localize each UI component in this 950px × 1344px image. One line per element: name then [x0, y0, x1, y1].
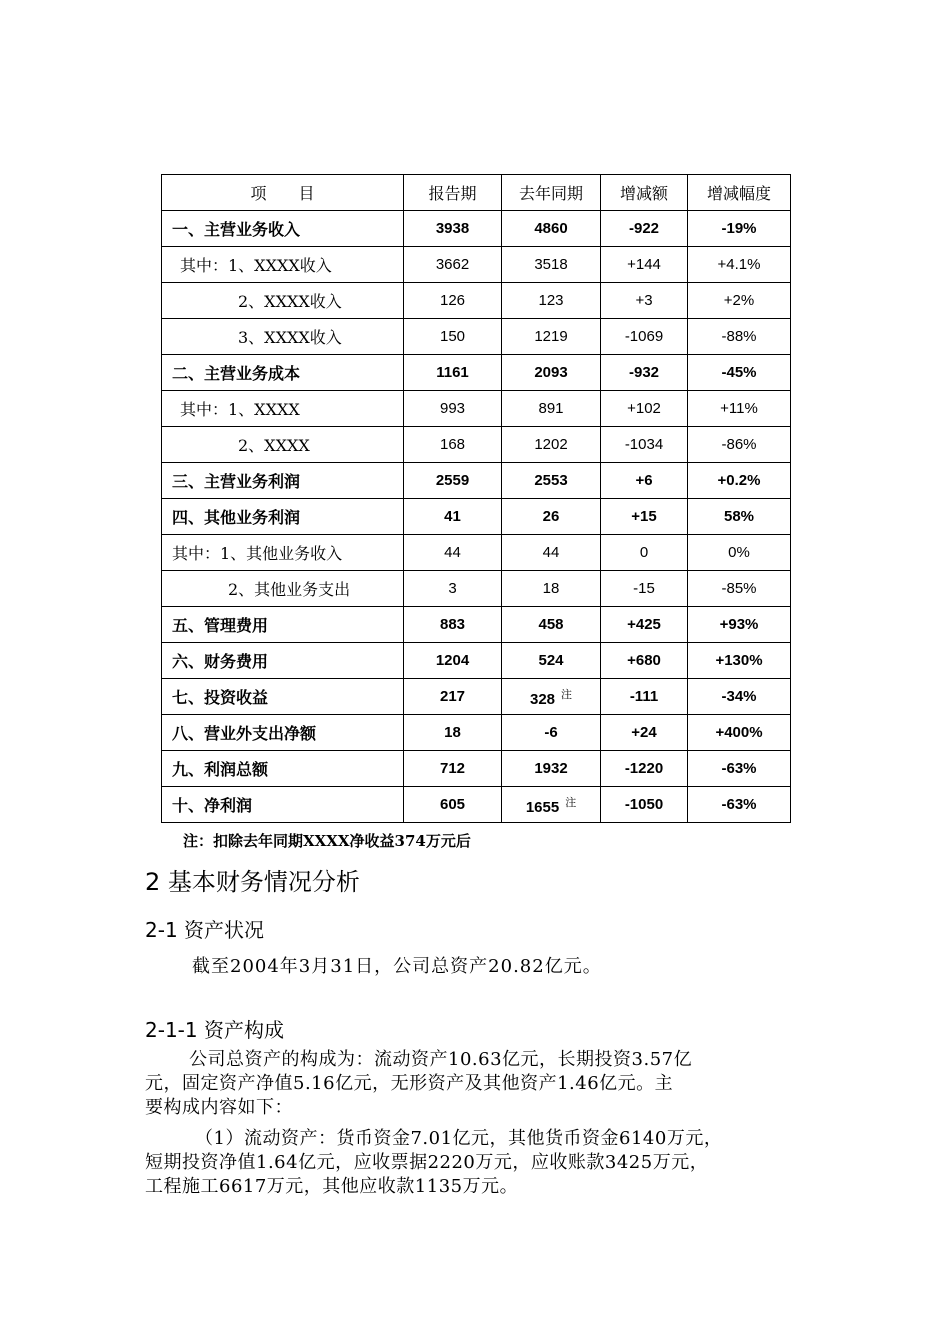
table-row: [162, 607, 791, 643]
row-value: [404, 607, 502, 643]
footnote-mark: 注: [561, 687, 573, 701]
row-value: [502, 319, 601, 355]
row-label: 3、XXXX收入: [162, 319, 404, 355]
cell-value: -932: [628, 364, 660, 381]
asset-summary-paragraph: 截至2004年3月31日，公司总资产20.82亿元。: [192, 956, 602, 977]
row-value: [502, 463, 601, 499]
table-row: [162, 571, 791, 607]
row-value: [688, 463, 791, 499]
cell-value: 1161: [436, 364, 469, 381]
table-row: [162, 283, 791, 319]
row-label: 六、财务费用: [162, 643, 404, 679]
cell-value: -45%: [721, 364, 757, 381]
cell-value: 458: [538, 616, 564, 633]
row-value: [601, 427, 688, 463]
row-label: 其中：1、其他业务收入: [162, 535, 404, 571]
cell-value: 605: [439, 796, 466, 813]
cell-value: 26: [542, 508, 560, 525]
row-value: [601, 679, 688, 715]
table-row: [162, 211, 791, 247]
cell-value: +4.1%: [717, 256, 761, 273]
cell-value: 1655: [525, 798, 560, 816]
cell-value: +102: [627, 400, 661, 417]
cell-value: 41: [444, 508, 461, 525]
row-label: 七、投资收益: [162, 679, 404, 715]
cell-value: 168: [439, 436, 466, 453]
row-value: [688, 679, 791, 715]
row-value: [601, 715, 688, 751]
row-value: [404, 787, 502, 823]
cell-value: 58%: [723, 508, 755, 525]
row-label: 四、其他业务利润: [162, 499, 404, 535]
row-value: [688, 427, 791, 463]
row-value: [502, 571, 601, 607]
paragraph-line: 元，固定资产净值5.16亿元，无形资产及其他资产1.46亿元。主: [145, 1073, 674, 1094]
table-row: [162, 499, 791, 535]
header-item: 项 目: [162, 175, 404, 211]
row-value: [688, 247, 791, 283]
row-value: [601, 751, 688, 787]
row-value: [502, 535, 601, 571]
row-value: [502, 211, 601, 247]
row-value: [404, 643, 502, 679]
cell-value: 883: [439, 616, 466, 633]
cell-value: 3: [448, 580, 457, 597]
row-value: [502, 427, 601, 463]
table-row: [162, 427, 791, 463]
row-value: [404, 463, 502, 499]
row-value: [502, 391, 601, 427]
header-change-rate: 增减幅度: [688, 175, 791, 211]
row-value: [601, 355, 688, 391]
row-value: [601, 211, 688, 247]
cell-value: +144: [627, 256, 661, 273]
table-row: [162, 535, 791, 571]
row-value: [688, 787, 791, 823]
row-value: [404, 391, 502, 427]
cell-value: 18: [542, 580, 560, 597]
financial-table: [161, 174, 791, 823]
row-label: 九、利润总额: [162, 751, 404, 787]
cell-value: 993: [439, 400, 466, 417]
cell-value: +15: [631, 508, 657, 525]
row-value: [502, 247, 601, 283]
cell-value: -922: [628, 220, 660, 237]
table-row: [162, 715, 791, 751]
row-value: [688, 391, 791, 427]
cell-value: 328: [529, 690, 556, 708]
row-label: 一、主营业务收入: [162, 211, 404, 247]
row-value: [404, 211, 502, 247]
cell-value: -88%: [721, 328, 757, 345]
paragraph-line: 公司总资产的构成为：流动资产10.63亿元，长期投资3.57亿: [189, 1049, 693, 1070]
table-row: [162, 247, 791, 283]
table-row: [162, 643, 791, 679]
cell-value: 2559: [435, 472, 470, 489]
row-label: 二、主营业务成本: [162, 355, 404, 391]
cell-value: 1219: [534, 328, 568, 345]
cell-value: 150: [439, 328, 466, 345]
cell-value: 3662: [435, 256, 470, 273]
cell-value: +24: [631, 724, 657, 741]
row-value: [688, 751, 791, 787]
row-value: [502, 715, 601, 751]
header-change-amount: 增减额: [601, 175, 688, 211]
row-value: [404, 247, 502, 283]
row-value: [688, 211, 791, 247]
row-value: [404, 355, 502, 391]
row-value: [502, 751, 601, 787]
cell-value: 2553: [534, 472, 568, 489]
cell-value: 0%: [728, 544, 750, 561]
cell-value: -15: [633, 580, 655, 597]
row-value: [502, 607, 601, 643]
cell-value: 1204: [435, 652, 470, 669]
row-value: [601, 319, 688, 355]
row-value: [502, 643, 601, 679]
cell-value: 712: [439, 760, 466, 777]
row-value: [404, 535, 502, 571]
row-value: [601, 535, 688, 571]
cell-value: -86%: [721, 436, 757, 453]
composition-paragraph: [145, 1048, 817, 1120]
table-row: [162, 787, 791, 823]
cell-value: 123: [538, 292, 564, 309]
row-value: [404, 427, 502, 463]
cell-value: +400%: [715, 724, 763, 741]
row-value: [688, 715, 791, 751]
cell-value: 891: [538, 400, 564, 417]
row-label: 2、其他业务支出: [162, 571, 404, 607]
cell-value: 217: [439, 688, 466, 705]
cell-value: 44: [444, 544, 461, 561]
cell-value: 126: [439, 292, 466, 309]
row-value: [502, 283, 601, 319]
cell-value: 1932: [534, 760, 568, 777]
row-label: 八、营业外支出净额: [162, 715, 404, 751]
paragraph-line: 要构成内容如下：: [145, 1097, 293, 1118]
cell-value: 524: [538, 652, 564, 669]
row-label: 三、主营业务利润: [162, 463, 404, 499]
cell-value: -6: [544, 724, 558, 741]
cell-value: -1069: [624, 328, 664, 345]
row-value: [688, 571, 791, 607]
section-heading: 2 基本财务情况分析: [145, 868, 360, 896]
row-value: [404, 283, 502, 319]
row-value: [404, 751, 502, 787]
row-value: [688, 643, 791, 679]
table-row: [162, 319, 791, 355]
row-value: [502, 355, 601, 391]
row-label: 十、净利润: [162, 787, 404, 823]
row-label: 其中：1、XXXX: [162, 391, 404, 427]
row-label: 其中：1、XXXX收入: [162, 247, 404, 283]
row-value: [601, 463, 688, 499]
subsubsection-heading: 2-1-1 资产构成: [145, 1018, 284, 1042]
table-row: [162, 391, 791, 427]
row-value: [601, 787, 688, 823]
row-value: [601, 571, 688, 607]
row-value: [404, 499, 502, 535]
table-header-row: [162, 175, 791, 211]
current-assets-paragraph: [145, 1127, 817, 1199]
cell-value: -63%: [721, 796, 757, 813]
cell-value: 3518: [534, 256, 568, 273]
cell-value: +425: [627, 616, 661, 633]
cell-value: +2%: [723, 292, 755, 309]
row-value: [688, 319, 791, 355]
row-value: [502, 787, 601, 823]
row-value: [404, 571, 502, 607]
cell-value: +93%: [719, 616, 759, 633]
footnote-mark: 注: [565, 795, 577, 809]
cell-value: +11%: [720, 400, 758, 417]
table-row: [162, 679, 791, 715]
row-value: [601, 607, 688, 643]
header-report-period: 报告期: [404, 175, 502, 211]
row-value: [688, 283, 791, 319]
cell-value: +680: [627, 652, 661, 669]
row-value: [688, 607, 791, 643]
cell-value: -1220: [624, 760, 664, 777]
cell-value: 3938: [435, 220, 470, 237]
row-value: [601, 499, 688, 535]
cell-value: 2093: [534, 364, 568, 381]
cell-value: -1050: [624, 796, 664, 813]
row-value: [502, 499, 601, 535]
row-value: [404, 679, 502, 715]
table-footnote: 注：扣除去年同期XXXX净收益374万元后: [183, 832, 471, 850]
cell-value: +6: [635, 472, 653, 489]
cell-value: 1202: [534, 436, 568, 453]
row-value: [601, 247, 688, 283]
table-row: [162, 463, 791, 499]
cell-value: +0.2%: [717, 472, 761, 489]
paragraph-line: 工程施工6617万元，其他应收款1135万元。: [145, 1176, 519, 1197]
row-value: [601, 283, 688, 319]
cell-value: 0: [639, 544, 649, 561]
row-label: 五、管理费用: [162, 607, 404, 643]
row-label: 2、XXXX: [162, 427, 404, 463]
cell-value: -111: [629, 688, 659, 705]
row-value: [601, 643, 688, 679]
row-value: [404, 319, 502, 355]
cell-value: +130%: [715, 652, 763, 669]
cell-value: -1034: [624, 436, 664, 453]
row-value: [688, 535, 791, 571]
row-label: 2、XXXX收入: [162, 283, 404, 319]
header-last-year: 去年同期: [502, 175, 601, 211]
cell-value: 4860: [534, 220, 568, 237]
table-row: [162, 751, 791, 787]
subsection-heading: 2-1 资产状况: [145, 918, 265, 942]
cell-value: -63%: [721, 760, 757, 777]
paragraph-line: （1）流动资产：货币资金7.01亿元，其他货币资金6140万元，: [195, 1128, 723, 1149]
row-value: [601, 391, 688, 427]
row-value: [502, 679, 601, 715]
row-value: [688, 499, 791, 535]
paragraph-line: 短期投资净值1.64亿元，应收票据2220万元，应收账款3425万元，: [145, 1152, 709, 1173]
cell-value: 18: [444, 724, 461, 741]
row-value: [404, 715, 502, 751]
cell-value: -34%: [721, 688, 757, 705]
cell-value: 44: [542, 544, 560, 561]
row-value: [688, 355, 791, 391]
cell-value: -19%: [721, 220, 757, 237]
cell-value: +3: [635, 292, 653, 309]
table-row: [162, 355, 791, 391]
cell-value: -85%: [721, 580, 757, 597]
